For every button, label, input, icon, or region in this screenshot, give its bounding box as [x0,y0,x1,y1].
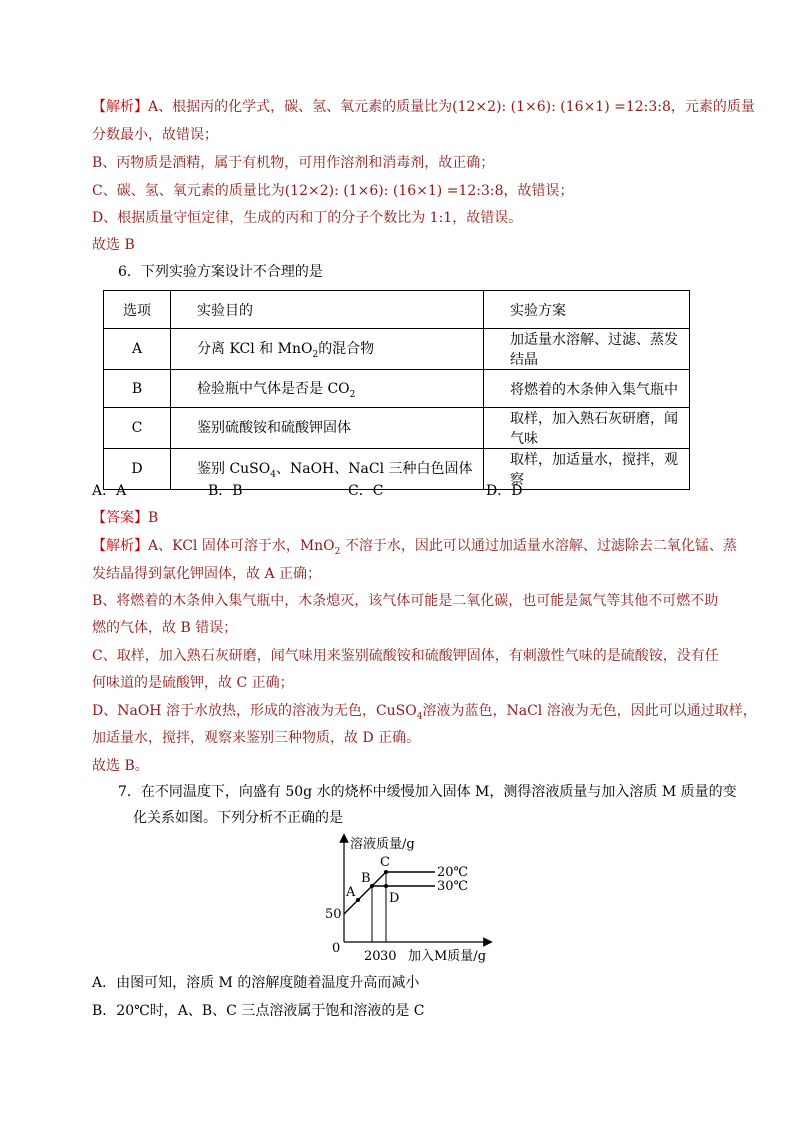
row-goal: 鉴别 CuSO$_4$、NaOH、NaCl 三种白色固体 [171,449,484,490]
table-header-row [104,291,690,329]
x-tick-20: 20 [364,949,381,964]
row-plan: 加适量水溶解、过滤、蒸发结晶 [484,329,690,370]
row-plan: 取样，加适量水，搅拌，观察 [484,449,690,490]
conclusion: 故选 B。 [92,758,149,774]
question-6-stem: 6．下列实验方案设计不合理的是 [118,264,323,280]
answer-tag: 【答案】 [92,510,148,526]
row-goal: 鉴别硫酸铵和硫酸钾固体 [171,408,484,449]
row-option: A [104,329,171,370]
row-option: D [104,449,171,490]
analysis-line: 何味道的是硫酸钾，故 C 正确； [92,675,294,691]
x-axis-label: 加入M质量/g [408,949,487,964]
answer-value: B [148,510,159,526]
origin-label: 0 [332,941,341,956]
row-plan: 取样，加入熟石灰研磨，闻气味 [484,408,690,449]
point-c-label: C [380,855,390,870]
conclusion: 故选 B [92,237,135,253]
question-7-stem: 7．在不同温度下，向盛有 50g 水的烧杯中缓慢加入固体 M，测得溶液质量与加入溶质 M 质量的变 [118,784,737,800]
analysis-line: B、丙物质是酒精，属于有机物，可用作溶剂和消毒剂，故正确； [92,155,495,171]
choice-a: A．A [92,483,127,499]
analysis-line: 【解析】A、KCl 固体可溶于水，MnO$_2$ 不溶于水，因此可以通过加适量水溶解、过滤除去二氧化锰、蒸 [92,538,737,557]
header-option: 选项 [104,291,171,329]
analysis-tag: 【解析】 [92,99,148,115]
table-row [104,449,690,490]
analysis-line: C、取样，加入熟石灰研磨，闻气味用来鉴别硫酸铵和硫酸钾固体，有刺激性气味的是硫酸铵，没有任 [92,648,719,664]
point-d-label: D [389,891,400,906]
y-tick-50: 50 [325,907,342,922]
point-a-label: A [346,885,356,900]
choice-b: B．B [208,483,243,499]
series-30c-label: 30℃ [437,879,469,894]
table-row [104,408,690,449]
header-plan: 实验方案 [484,291,690,329]
x-tick-30: 30 [380,949,397,964]
point-d [384,884,388,888]
analysis-line: D、根据质量守恒定律，生成的丙和丁的分子个数比为 1:1，故错误。 [92,210,523,226]
analysis-line: C、碳、氢、氧元素的质量比为(12×2): (1×6): (16×1) =12:3:8，故错误； [92,183,574,199]
analysis-line: 加适量水，搅拌，观察来鉴别三种物质，故 D 正确。 [92,730,421,746]
option-b: B．20℃时，A、B、C 三点溶液属于饱和溶液的是 C [92,1003,425,1019]
row-option: C [104,408,171,449]
answer-line [92,508,158,528]
y-axis-label: 溶液质量/g [350,837,415,852]
series-20c-label: 20℃ [437,865,469,880]
question-7-stem: 化关系如图。下列分析不正确的是 [133,810,343,826]
point-c [384,870,388,874]
choice-c: C．C [348,483,384,499]
row-goal: 检验瓶中气体是否是 $CO_2$ [171,370,484,408]
table-row [104,370,690,408]
choice-d: D．D [486,483,523,499]
row-goal: 分离 KCl 和 MnO$_2$的混合物 [171,329,484,370]
experiment-table [103,290,690,490]
analysis-line: 发结晶得到氯化钾固体，故 A 正确； [92,566,322,582]
analysis-line: 燃的气体，故 B 错误； [92,620,238,636]
analysis-line [92,97,755,117]
analysis-line: D、NaOH 溶于水放热，形成的溶液为无色，CuSO$_4$溶液为蓝色，NaCl 溶液为无色，因此可以通过取样， [92,703,757,722]
solubility-graph [320,830,520,965]
row-option: B [104,370,171,408]
point-b [370,884,374,888]
option-a: A．由图可知，溶质 M 的溶解度随着温度升高而减小 [92,975,420,991]
point-b-label: B [361,871,371,886]
point-a [356,898,360,902]
header-goal: 实验目的 [171,291,484,329]
analysis-line: 分数最小，故错误； [92,127,218,143]
analysis-text: A、根据丙的化学式，碳、氢、氧元素的质量比为(12×2): (1×6): (16×1) =12:3:8，元素的质量 [148,99,755,115]
table-row [104,329,690,370]
row-plan: 将燃着的木条伸入集气瓶中 [484,370,690,408]
analysis-tag: 【解析】 [92,538,148,554]
analysis-line: B、将燃着的木条伸入集气瓶中，木条熄灭，该气体可能是二氧化碳，也可能是氮气等其他不可燃不助 [92,593,719,609]
